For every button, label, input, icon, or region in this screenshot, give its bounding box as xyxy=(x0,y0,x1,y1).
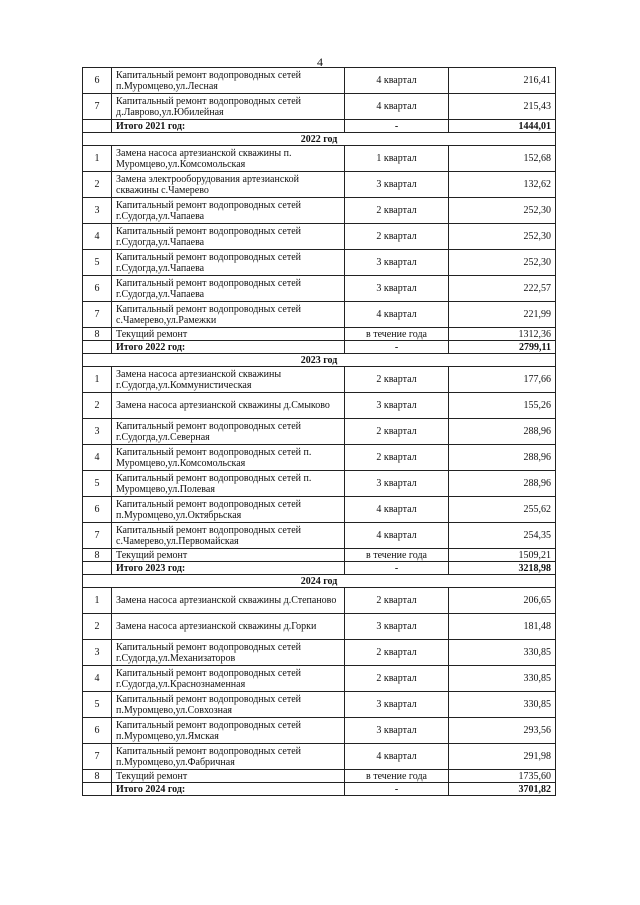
work-period: 4 квартал xyxy=(345,94,449,120)
work-description: Замена насоса артезианской скважины д.Горки xyxy=(112,614,345,640)
total-row xyxy=(83,562,556,575)
work-period: 2 квартал xyxy=(345,224,449,250)
table-row xyxy=(83,666,556,692)
row-number: 1 xyxy=(83,146,112,172)
total-amount: 3218,98 xyxy=(449,562,556,575)
table-row xyxy=(83,614,556,640)
total-label: Итого 2022 год: xyxy=(112,341,345,354)
row-number: 5 xyxy=(83,471,112,497)
work-period: 4 квартал xyxy=(345,497,449,523)
table-row xyxy=(83,523,556,549)
work-description: Капитальный ремонт водопроводных сетей п. Муромцево,ул.Полевая xyxy=(112,471,345,497)
table-row xyxy=(83,68,556,94)
table-row xyxy=(83,328,556,341)
table-row xyxy=(83,302,556,328)
table-row xyxy=(83,588,556,614)
table-row xyxy=(83,770,556,783)
row-number: 5 xyxy=(83,250,112,276)
row-number: 2 xyxy=(83,172,112,198)
work-description: Капитальный ремонт водопроводных сетей г.Судогда,ул.Чапаева xyxy=(112,224,345,250)
table-row xyxy=(83,549,556,562)
work-period: 4 квартал xyxy=(345,744,449,770)
work-description: Капитальный ремонт водопроводных сетей г.Судогда,ул.Чапаева xyxy=(112,276,345,302)
work-amount: 155,26 xyxy=(449,393,556,419)
table-row xyxy=(83,172,556,198)
work-amount: 222,57 xyxy=(449,276,556,302)
total-amount: 1444,01 xyxy=(449,120,556,133)
table-row xyxy=(83,250,556,276)
table-row xyxy=(83,640,556,666)
work-amount: 152,68 xyxy=(449,146,556,172)
total-label: Итого 2024 год: xyxy=(112,783,345,796)
table-body xyxy=(83,68,556,796)
table-row xyxy=(83,146,556,172)
row-number: 7 xyxy=(83,744,112,770)
work-amount: 215,43 xyxy=(449,94,556,120)
table-row xyxy=(83,393,556,419)
row-number: 6 xyxy=(83,718,112,744)
year-heading-row xyxy=(83,133,556,146)
work-period: 3 квартал xyxy=(345,718,449,744)
work-description: Замена насоса артезианской скважины д.Смыково xyxy=(112,393,345,419)
table-row xyxy=(83,94,556,120)
work-description: Капитальный ремонт водопроводных сетей с.Чамерево,ул.Рамежки xyxy=(112,302,345,328)
work-description: Капитальный ремонт водопроводных сетей п.Муромцево,ул.Октябрьская xyxy=(112,497,345,523)
table-row xyxy=(83,198,556,224)
work-description: Капитальный ремонт водопроводных сетей п.Муромцево,ул.Фабричная xyxy=(112,744,345,770)
total-period: - xyxy=(345,120,449,133)
work-amount: 252,30 xyxy=(449,224,556,250)
work-period: 2 квартал xyxy=(345,666,449,692)
work-amount: 288,96 xyxy=(449,445,556,471)
work-amount: 291,98 xyxy=(449,744,556,770)
work-period: 2 квартал xyxy=(345,367,449,393)
work-period: 2 квартал xyxy=(345,198,449,224)
work-amount: 252,30 xyxy=(449,250,556,276)
total-amount: 2799,11 xyxy=(449,341,556,354)
work-description: Капитальный ремонт водопроводных сетей г.Судогда,ул.Механизаторов xyxy=(112,640,345,666)
row-number: 1 xyxy=(83,367,112,393)
work-amount: 254,35 xyxy=(449,523,556,549)
work-amount: 288,96 xyxy=(449,471,556,497)
total-row xyxy=(83,120,556,133)
work-amount: 330,85 xyxy=(449,692,556,718)
work-amount: 1312,36 xyxy=(449,328,556,341)
work-description: Капитальный ремонт водопроводных сетей д.Лаврово,ул.Юбилейная xyxy=(112,94,345,120)
work-amount: 206,65 xyxy=(449,588,556,614)
work-description: Замена насоса артезианской скважины г.Судогда,ул.Коммунистическая xyxy=(112,367,345,393)
year-heading: 2024 год xyxy=(83,575,556,588)
work-period: 4 квартал xyxy=(345,68,449,94)
work-period: 3 квартал xyxy=(345,276,449,302)
work-description: Капитальный ремонт водопроводных сетей с.Чамерево,ул.Первомайская xyxy=(112,523,345,549)
work-amount: 181,48 xyxy=(449,614,556,640)
row-number: 6 xyxy=(83,497,112,523)
row-number: 2 xyxy=(83,393,112,419)
work-description: Капитальный ремонт водопроводных сетей г.Судогда,ул.Северная xyxy=(112,419,345,445)
work-description: Капитальный ремонт водопроводных сетей п.Муромцево,ул.Лесная xyxy=(112,68,345,94)
table-row xyxy=(83,419,556,445)
total-row xyxy=(83,783,556,796)
work-description: Замена электрооборудования артезианской скважины с.Чамерево xyxy=(112,172,345,198)
row-number: 7 xyxy=(83,94,112,120)
table-row xyxy=(83,497,556,523)
total-number-cell xyxy=(83,783,112,796)
work-description: Капитальный ремонт водопроводных сетей п.Муромцево,ул.Совхозная xyxy=(112,692,345,718)
work-amount: 216,41 xyxy=(449,68,556,94)
work-amount: 288,96 xyxy=(449,419,556,445)
work-period: 2 квартал xyxy=(345,419,449,445)
work-description: Капитальный ремонт водопроводных сетей г.Судогда,ул.Чапаева xyxy=(112,250,345,276)
row-number: 1 xyxy=(83,588,112,614)
work-period: 3 квартал xyxy=(345,692,449,718)
row-number: 3 xyxy=(83,419,112,445)
work-period: 4 квартал xyxy=(345,523,449,549)
total-amount: 3701,82 xyxy=(449,783,556,796)
work-description: Текущий ремонт xyxy=(112,549,345,562)
work-description: Текущий ремонт xyxy=(112,770,345,783)
work-period: 4 квартал xyxy=(345,302,449,328)
year-heading: 2022 год xyxy=(83,133,556,146)
row-number: 3 xyxy=(83,198,112,224)
work-period: в течение года xyxy=(345,328,449,341)
table-row xyxy=(83,692,556,718)
work-amount: 1735,60 xyxy=(449,770,556,783)
work-period: в течение года xyxy=(345,770,449,783)
total-period: - xyxy=(345,783,449,796)
row-number: 4 xyxy=(83,224,112,250)
work-period: 3 квартал xyxy=(345,172,449,198)
table-row xyxy=(83,367,556,393)
table-row xyxy=(83,224,556,250)
row-number: 5 xyxy=(83,692,112,718)
work-amount: 330,85 xyxy=(449,666,556,692)
work-period: 1 квартал xyxy=(345,146,449,172)
table-row xyxy=(83,276,556,302)
row-number: 6 xyxy=(83,68,112,94)
work-amount: 252,30 xyxy=(449,198,556,224)
work-amount: 177,66 xyxy=(449,367,556,393)
table-row xyxy=(83,471,556,497)
work-description: Капитальный ремонт водопроводных сетей п. Муромцево,ул.Комсомольская xyxy=(112,445,345,471)
work-amount: 255,62 xyxy=(449,497,556,523)
row-number: 7 xyxy=(83,302,112,328)
work-period: 3 квартал xyxy=(345,614,449,640)
total-number-cell xyxy=(83,341,112,354)
work-period: 3 квартал xyxy=(345,393,449,419)
work-description: Капитальный ремонт водопроводных сетей г.Судогда,ул.Чапаева xyxy=(112,198,345,224)
work-description: Замена насоса артезианской скважины п. Муромцево,ул.Комсомольская xyxy=(112,146,345,172)
row-number: 3 xyxy=(83,640,112,666)
work-period: 2 квартал xyxy=(345,445,449,471)
repair-schedule-table xyxy=(82,67,556,796)
total-number-cell xyxy=(83,120,112,133)
year-heading: 2023 год xyxy=(83,354,556,367)
row-number: 4 xyxy=(83,666,112,692)
row-number: 8 xyxy=(83,549,112,562)
work-period: 3 квартал xyxy=(345,471,449,497)
work-amount: 132,62 xyxy=(449,172,556,198)
page-number: 4 xyxy=(317,55,323,69)
year-heading-row xyxy=(83,354,556,367)
total-row xyxy=(83,341,556,354)
work-description: Капитальный ремонт водопроводных сетей г.Судогда,ул.Краснознаменная xyxy=(112,666,345,692)
total-number-cell xyxy=(83,562,112,575)
work-amount: 1509,21 xyxy=(449,549,556,562)
table-row xyxy=(83,718,556,744)
work-amount: 330,85 xyxy=(449,640,556,666)
total-label: Итого 2023 год: xyxy=(112,562,345,575)
total-period: - xyxy=(345,562,449,575)
work-amount: 293,56 xyxy=(449,718,556,744)
work-amount: 221,99 xyxy=(449,302,556,328)
work-description: Замена насоса артезианской скважины д.Степаново xyxy=(112,588,345,614)
total-label: Итого 2021 год: xyxy=(112,120,345,133)
row-number: 8 xyxy=(83,770,112,783)
row-number: 8 xyxy=(83,328,112,341)
work-period: 2 квартал xyxy=(345,588,449,614)
table-row xyxy=(83,744,556,770)
total-period: - xyxy=(345,341,449,354)
work-period: в течение года xyxy=(345,549,449,562)
row-number: 4 xyxy=(83,445,112,471)
work-description: Капитальный ремонт водопроводных сетей п.Муромцево,ул.Ямская xyxy=(112,718,345,744)
work-period: 3 квартал xyxy=(345,250,449,276)
row-number: 7 xyxy=(83,523,112,549)
row-number: 2 xyxy=(83,614,112,640)
work-description: Текущий ремонт xyxy=(112,328,345,341)
row-number: 6 xyxy=(83,276,112,302)
work-period: 2 квартал xyxy=(345,640,449,666)
year-heading-row xyxy=(83,575,556,588)
table-row xyxy=(83,445,556,471)
